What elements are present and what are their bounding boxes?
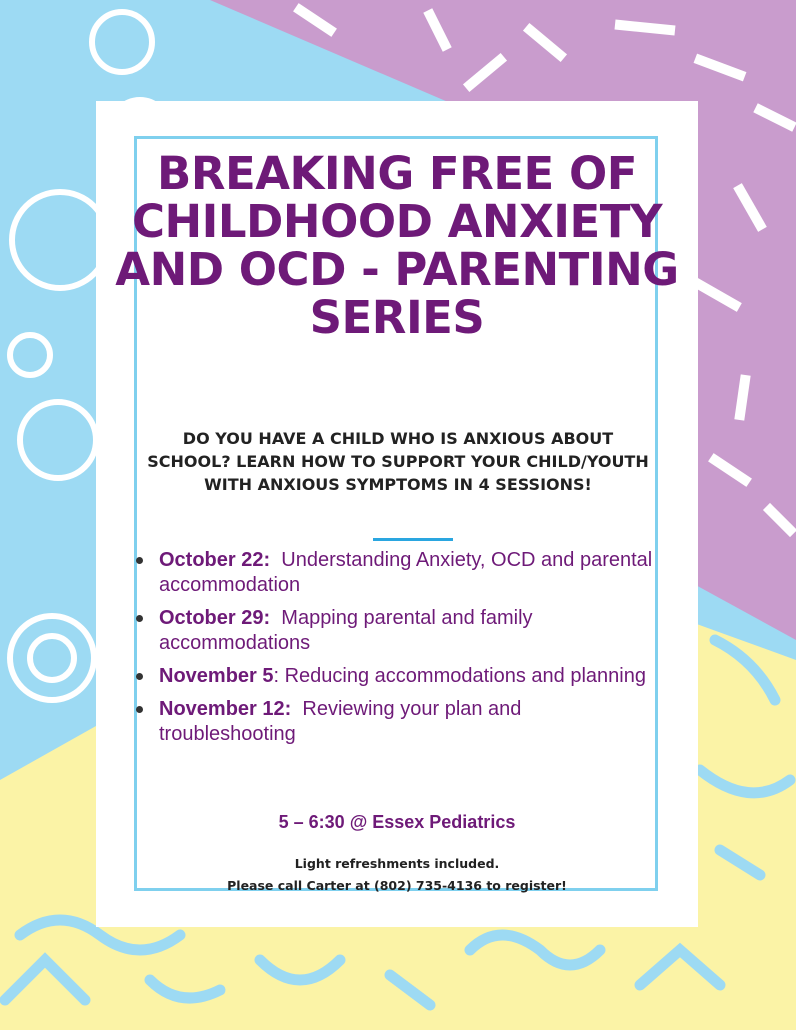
bullet-icon [136,557,143,564]
session-item [130,664,660,689]
flyer-title: BREAKING FREE OF CHILDHOOD ANXIETY AND OCD - PARENTING SERIES [115,147,679,344]
time-location: 5 – 6:30 @ Essex Pediatrics [278,812,516,832]
session-item [130,697,660,747]
session-topic: Mapping parental and family accommodations [159,607,533,654]
session-date: November 5 [159,665,274,687]
session-item [130,606,660,656]
intro-question: DO YOU HAVE A CHILD WHO IS ANXIOUS ABOUT SCHOOL? LEARN HOW TO SUPPORT YOUR CHILD/YOUTH WITH ANXIOUS SYMPTOMS IN 4 SESSIONS! [147,429,649,494]
session-list [130,548,660,755]
register-text: Please call Carter at (802) 735-4136 to register! [227,878,567,893]
session-item [130,548,660,598]
session-topic: Understanding Anxiety, OCD and parental accommodation [159,549,653,596]
session-date: October 22: [159,549,271,571]
bullet-icon [136,615,143,622]
refreshments-text: Light refreshments included. [294,856,500,871]
session-date: November 12: [159,698,292,720]
session-topic: Reviewing your plan and troubleshooting [159,698,522,745]
footer-note [96,853,698,897]
bullet-icon [136,706,143,713]
bullet-icon [136,673,143,680]
session-date: October 29: [159,607,271,629]
session-topic: : Reducing accommodations and planning [273,665,646,687]
divider [373,538,453,541]
